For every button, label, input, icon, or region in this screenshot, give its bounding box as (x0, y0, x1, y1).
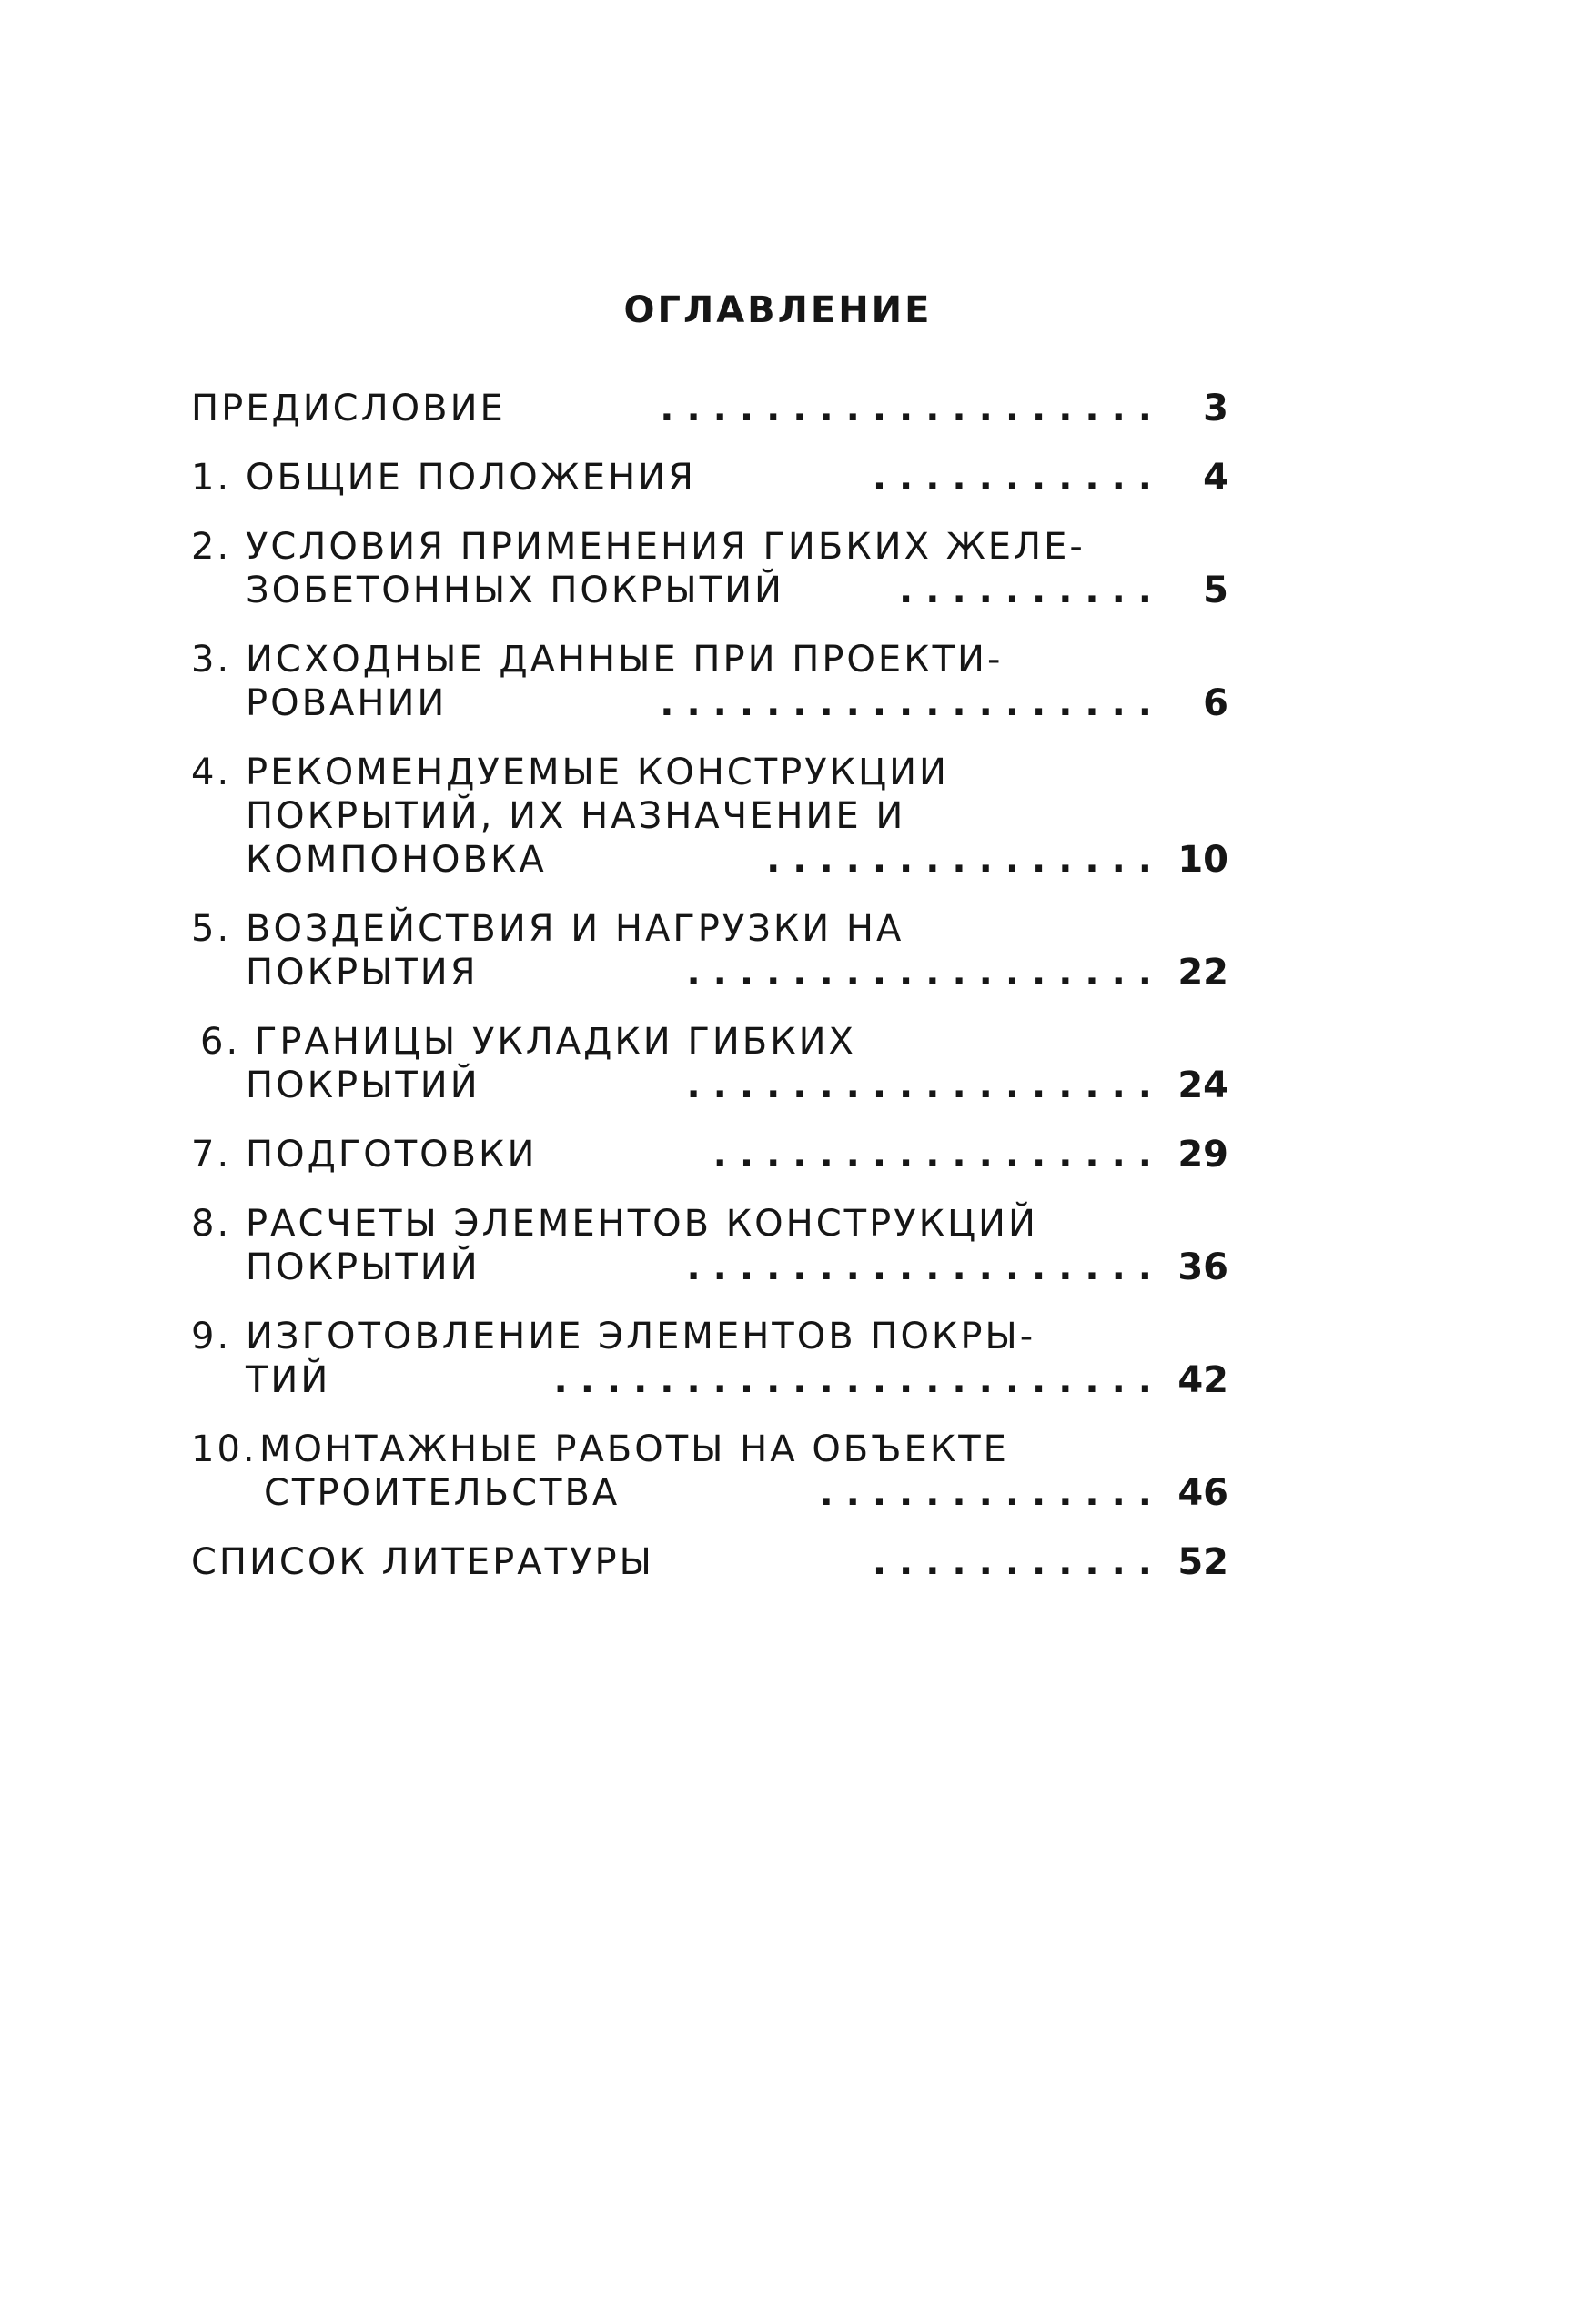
toc-entry-references[interactable]: СПИСОК ЛИТЕРАТУРЫ ........... 52 (191, 1541, 1228, 1583)
toc-entry-9[interactable]: 9. ИЗГОТОВЛЕНИЕ ЭЛЕМЕНТОВ ПОКРЫ- ТИЙ ....................... 42 (191, 1316, 1228, 1401)
toc-section-number: 4. (191, 752, 232, 793)
toc-entry-6[interactable]: 6. ГРАНИЦЫ УКЛАДКИ ГИБКИХ ПОКРЫТИЙ .................. 24 (200, 1021, 1228, 1106)
toc-entry-text: ОБЩИЕ ПОЛОЖЕНИЯ (246, 457, 696, 499)
toc-page-number: 42 (1177, 1359, 1228, 1401)
toc-entry-text: МОНТАЖНЫЕ РАБОТЫ НА ОБЪЕКТЕ (259, 1428, 1009, 1470)
toc-page-number: 3 (1203, 388, 1228, 429)
toc-entry-8[interactable]: 8. РАСЧЕТЫ ЭЛЕМЕНТОВ КОНСТРУКЦИЙ ПОКРЫТИЙ .................. 36 (191, 1203, 1228, 1288)
toc-section-number: 1. (191, 457, 232, 499)
toc-page-number: 10 (1177, 839, 1228, 881)
toc-entry-10[interactable]: 10.МОНТАЖНЫЕ РАБОТЫ НА ОБЪЕКТЕ СТРОИТЕЛЬСТВА ............. 46 (191, 1428, 1228, 1514)
toc-entry-text: ЗОБЕТОННЫХ ПОКРЫТИЙ (246, 570, 784, 611)
toc-entry-text: ПОКРЫТИЙ (246, 1065, 480, 1106)
toc-page-number: 36 (1177, 1246, 1228, 1288)
toc-entry-text: ТИЙ (246, 1359, 331, 1401)
toc-section-number: 6. (200, 1021, 241, 1063)
toc-entry-text: СПИСОК ЛИТЕРАТУРЫ (191, 1541, 654, 1583)
toc-entry-3[interactable]: 3. ИСХОДНЫЕ ДАННЫЕ ПРИ ПРОЕКТИ- РОВАНИИ ................... 6 (191, 639, 1228, 724)
toc-entry-text: РЕКОМЕНДУЕМЫЕ КОНСТРУКЦИИ (246, 752, 949, 793)
toc-entry-text: ИЗГОТОВЛЕНИЕ ЭЛЕМЕНТОВ ПОКРЫ- (246, 1316, 1036, 1357)
toc-entry-text: СТРОИТЕЛЬСТВА (264, 1472, 621, 1514)
toc-title: ОГЛАВЛЕНИЕ (623, 289, 933, 331)
toc-section-number: 3. (191, 639, 232, 681)
toc-entry-text: ПОКРЫТИЙ, ИХ НАЗНАЧЕНИЕ И (246, 795, 906, 837)
toc-entry-text: ПОКРЫТИЙ (246, 1246, 480, 1288)
toc-entry-preface[interactable]: ПРЕДИСЛОВИЕ ................... 3 (191, 388, 1228, 429)
toc-entry-text: ВОЗДЕЙСТВИЯ И НАГРУЗКИ НА (246, 908, 904, 950)
toc-entry-5[interactable]: 5. ВОЗДЕЙСТВИЯ И НАГРУЗКИ НА ПОКРЫТИЯ .................. 22 (191, 908, 1228, 994)
toc-section-number: 10. (191, 1428, 258, 1470)
toc-page-number: 29 (1177, 1134, 1228, 1176)
toc-section-number: 2. (191, 526, 232, 568)
toc-entry-text: ГРАНИЦЫ УКЛАДКИ ГИБКИХ (255, 1021, 856, 1063)
toc-page-number: 52 (1177, 1541, 1228, 1583)
toc-page-number: 22 (1177, 952, 1228, 994)
toc-page-number: 6 (1203, 682, 1228, 724)
toc-entry-2[interactable]: 2. УСЛОВИЯ ПРИМЕНЕНИЯ ГИБКИХ ЖЕЛЕ- ЗОБЕТОННЫХ ПОКРЫТИЙ .......... 5 (191, 526, 1228, 611)
toc-section-number: 9. (191, 1316, 232, 1357)
toc-entry-text: РОВАНИИ (246, 682, 448, 724)
toc-page-number: 5 (1203, 570, 1228, 611)
toc-section-number: 5. (191, 908, 232, 950)
toc-entry-text: ПОКРЫТИЯ (246, 952, 479, 994)
toc-entry-1[interactable]: 1. ОБЩИЕ ПОЛОЖЕНИЯ ........... 4 (191, 457, 1228, 499)
toc-entry-text: ПРЕДИСЛОВИЕ (191, 388, 506, 429)
toc-page-number: 24 (1177, 1065, 1228, 1106)
toc-section-number: 7. (191, 1134, 232, 1176)
toc-entry-4[interactable]: 4. РЕКОМЕНДУЕМЫЕ КОНСТРУКЦИИ ПОКРЫТИЙ, ИХ НАЗНАЧЕНИЕ И КОМПОНОВКА ............... 10 (191, 752, 1228, 881)
table-of-contents (191, 387, 1228, 1610)
toc-entry-7[interactable]: 7. ПОДГОТОВКИ ................. 29 (191, 1134, 1228, 1176)
toc-page-number: 46 (1177, 1472, 1228, 1514)
toc-entry-text: ПОДГОТОВКИ (246, 1134, 538, 1176)
toc-section-number: 8. (191, 1203, 232, 1245)
toc-entry-text: УСЛОВИЯ ПРИМЕНЕНИЯ ГИБКИХ ЖЕЛЕ- (246, 526, 1086, 568)
toc-entry-text: КОМПОНОВКА (246, 839, 547, 881)
toc-entry-text: РАСЧЕТЫ ЭЛЕМЕНТОВ КОНСТРУКЦИЙ (246, 1203, 1038, 1245)
toc-entry-text: ИСХОДНЫЕ ДАННЫЕ ПРИ ПРОЕКТИ- (246, 639, 1004, 681)
toc-page-number: 4 (1203, 457, 1228, 499)
